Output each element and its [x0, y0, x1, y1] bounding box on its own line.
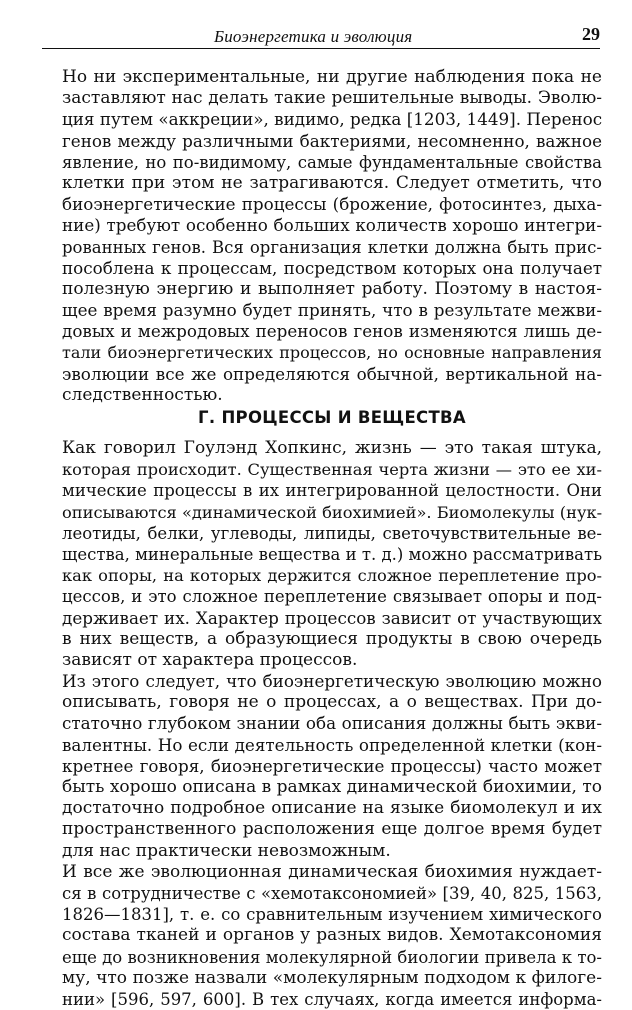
- text-line: клетки при этом не затрагиваются. Следует отметить, что: [62, 172, 602, 193]
- text-line: Как говорил Гоулэнд Хопкинс, жизнь — это такая штука,: [62, 438, 602, 458]
- section-body: [62, 438, 602, 1010]
- text-line: состава тканей и органов у разных видов. Хемотаксономия: [62, 925, 602, 946]
- text-line: Из этого следует, что биоэнергетическую эволюцию можно: [62, 671, 602, 692]
- text-line: достаточно подробное описание на языке биомолекул и их: [62, 798, 602, 819]
- text-line: мические процессы в их интегрированной целостности. Они: [62, 481, 602, 501]
- text-line: 1826—1831], т. е. со сравнительным изучением химического: [62, 905, 602, 925]
- text-line: статочно глубоком знании оба описания должны быть экви-: [62, 713, 602, 734]
- text-line: цессов, и это сложное переплетение связывает опоры и под-: [62, 587, 602, 607]
- running-title: Биоэнергетика и эволюция: [214, 27, 413, 46]
- text-line: описывать, говоря не о процессах, а о веществах. При до-: [62, 692, 602, 713]
- text-line: биоэнергетические процессы (брожение, фотосинтез, дыха-: [62, 194, 602, 215]
- text-line: как опоры, на которых держится сложное переплетение про-: [62, 566, 602, 586]
- text-line: заставляют нас делать такие решительные выводы. Эволю-: [62, 88, 602, 109]
- text-line: для нас практически невозможным.: [62, 840, 391, 861]
- text-line: пространственного расположения еще долгое время будет: [62, 819, 602, 840]
- text-line: довых и межродовых переносов генов изменяются лишь де-: [62, 321, 602, 342]
- text-line: кретнее говоря, биоэнергетические процессы) часто может: [62, 755, 602, 776]
- text-line: пособлена к процессам, посредством которых она получает: [62, 257, 602, 278]
- text-line: нии» [596, 597, 600]. В тех случаях, когда имеется информа-: [62, 989, 602, 1009]
- text-line: Но ни экспериментальные, ни другие наблюдения пока не: [62, 67, 602, 87]
- text-line: которая происходит. Существенная черта жизни — это ее хи-: [62, 460, 602, 480]
- text-line: тали биоэнергетических процессов, но основные направления: [62, 343, 602, 363]
- page-number: 29: [582, 24, 600, 44]
- text-line: И все же эволюционная динамическая биохимия нуждает-: [62, 861, 602, 882]
- text-line: валентны. Но если деятельность определенной клетки (кон-: [62, 734, 602, 755]
- text-line: генов между различными бактериями, несомненно, важное: [62, 130, 602, 151]
- text-line: зависят от характера процессов.: [62, 649, 358, 670]
- text-line: щее время разумно будет принять, что в результате межви-: [62, 300, 602, 321]
- running-header: [42, 22, 600, 49]
- text-line: леотиды, белки, углеводы, липиды, светочувствительные ве-: [62, 523, 602, 543]
- section-heading: Г. ПРОЦЕССЫ И ВЕЩЕСТВА: [198, 408, 466, 427]
- text-line: держивает их. Характер процессов зависит от участвующих: [62, 607, 602, 628]
- text-line: полезную энергию и выполняет работу. Поэтому в настоя-: [62, 278, 602, 299]
- text-line: быть хорошо описана в рамках динамической биохимии, то: [62, 777, 602, 797]
- text-line: рованных генов. Вся организация клетки должна быть прис-: [62, 237, 602, 257]
- text-line: следственностью.: [62, 384, 223, 405]
- paragraph-1: [62, 67, 602, 406]
- text-line: в них веществ, а образующиеся продукты в свою очередь: [62, 628, 602, 649]
- text-line: эволюции все же определяются обычной, вертикальной на-: [62, 363, 602, 384]
- text-line: явление, но по-видимому, самые фундаментальные свойства: [62, 152, 602, 172]
- text-line: му, что позже назвали «молекулярным подходом к филоге-: [62, 967, 602, 988]
- text-line: ся в сотрудничестве с «хемотаксономией» [39, 40, 825, 1563,: [62, 883, 602, 903]
- text-line: ция путем «аккреции», видимо, редка [1203, 1449]. Перенос: [62, 109, 603, 130]
- text-line: ние) требуют особенно больших количеств хорошо интегри-: [62, 215, 602, 236]
- text-line: щества, минеральные вещества и т. д.) можно рассматривать: [62, 544, 603, 564]
- text-line: еще до возникновения молекулярной биологии привела к то-: [62, 947, 602, 967]
- text-line: описываются «динамической биохимией». Биомолекулы (нук-: [62, 502, 603, 522]
